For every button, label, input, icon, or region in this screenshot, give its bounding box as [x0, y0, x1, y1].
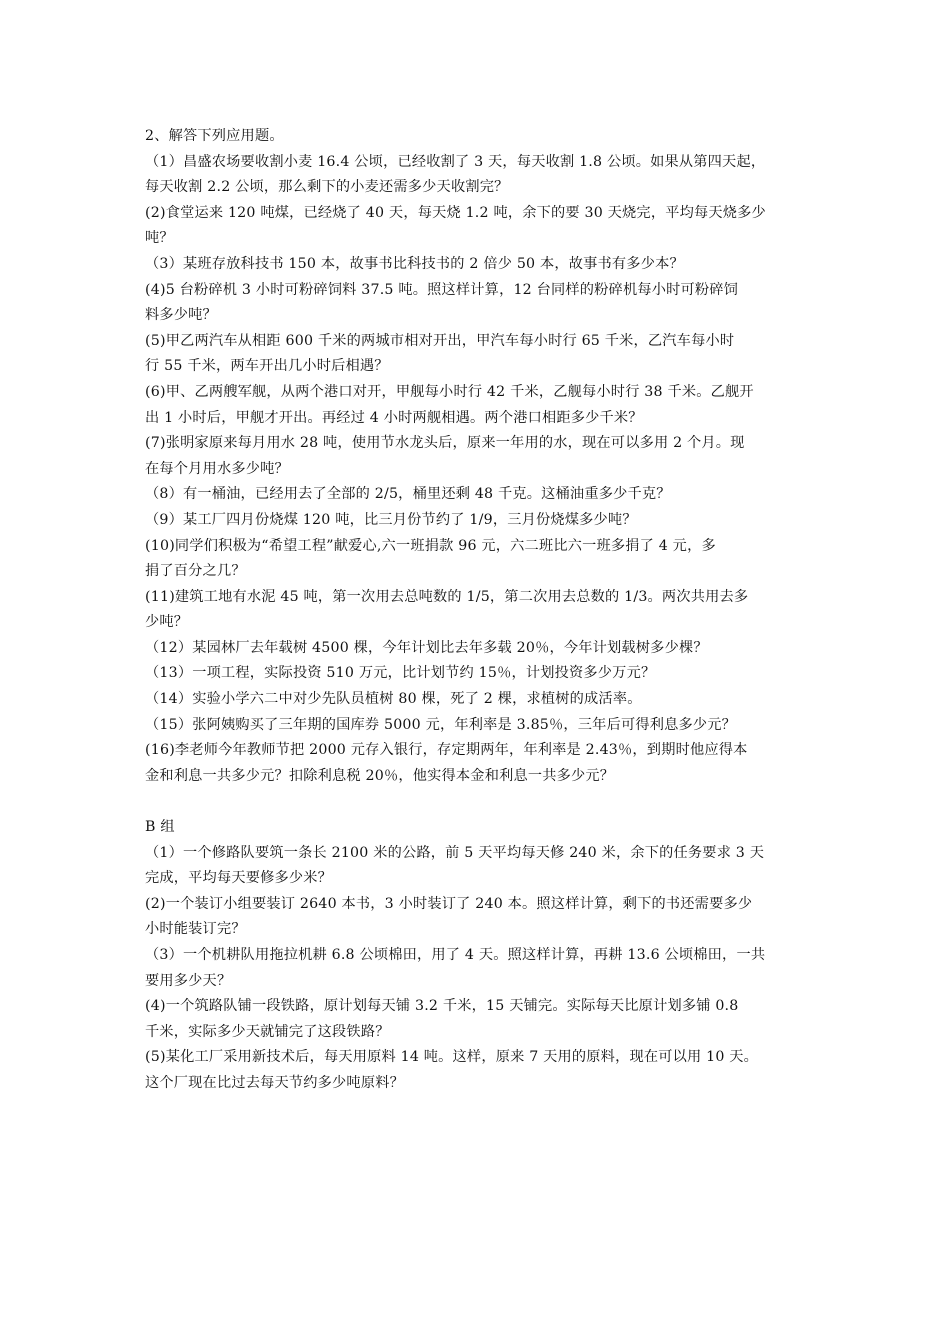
problem-b1	[145, 841, 817, 892]
problem-line: 在每个月用水多少吨？	[145, 460, 289, 477]
problem-line: 出 1 小时后，甲舰才开出。再经过 4 小时两舰相遇。两个港口相距多少千米？	[145, 409, 643, 426]
problem-a3	[145, 252, 817, 278]
problem-a7	[145, 431, 817, 482]
problem-line: (6)甲、乙两艘军舰，从两个港口对开，甲舰每小时行 42 千米，乙舰每小时行 38 千米。乙舰开	[145, 383, 754, 400]
problem-a8	[145, 482, 817, 508]
problem-a13	[145, 661, 817, 687]
document-page	[145, 124, 817, 1097]
section-b-heading: B 组	[145, 819, 175, 836]
problem-line: (4)5 台粉碎机 3 小时可粉碎饲料 37.5 吨。照这样计算，12 台同样的粉碎机每小时可粉碎饲	[145, 281, 739, 298]
problem-line: (2)食堂运来 120 吨煤，已经烧了 40 天，每天烧 1.2 吨，余下的要 30 天烧完，平均每天烧多少	[145, 204, 766, 221]
problem-line: （9）某工厂四月份烧煤 120 吨，比三月份节约了 1/9，三月份烧煤多少吨？	[145, 511, 637, 528]
problem-line: 行 55 千米，两车开出几小时后相遇？	[145, 358, 389, 375]
problem-a16	[145, 738, 817, 789]
problem-a2	[145, 201, 817, 252]
problem-a1	[145, 150, 817, 201]
problem-line: (2)一个装订小组要装订 2640 本书，3 小时装订了 240 本。照这样计算，剩下的书还需要多少	[145, 895, 753, 912]
problem-line: (5)某化工厂采用新技术后，每天用原料 14 吨。这样，原来 7 天用的原料，现在可以用 10 天。	[145, 1049, 759, 1066]
problem-line: 这个厂现在比过去每天节约多少吨原料？	[145, 1074, 404, 1091]
problem-line: （3）一个机耕队用拖拉机耕 6.8 公顷棉田，用了 4 天。照这样计算，再耕 13.6 公顷棉田，一共	[145, 947, 766, 963]
problem-line: （13）一项工程，实际投资 510 万元，比计划节约 15％，计划投资多少万元？	[145, 665, 656, 682]
problem-a12	[145, 636, 817, 662]
problem-line: （1）昌盛农场要收割小麦 16.4 公顷，已经收割了 3 天，每天收割 1.8 公顷。如果从第四天起，	[145, 153, 766, 170]
problem-a11	[145, 585, 817, 636]
problem-line: （1）一个修路队要筑一条长 2100 米的公路，前 5 天平均每天修 240 米，余下的任务要求 3 天	[145, 844, 765, 861]
problem-line: 小时能装订完？	[145, 921, 246, 938]
problem-b3	[145, 943, 817, 994]
problem-line: 料多少吨？	[145, 307, 217, 324]
problem-line: 吨？	[145, 230, 174, 247]
problem-line: （15）张阿姨购买了三年期的国库券 5000 元，年利率是 3.85％，三年后可得利息多少元？	[145, 716, 737, 733]
problem-line: (7)张明家原来每月用水 28 吨，使用节水龙头后，原来一年用的水，现在可以多用 2 个月。现	[145, 435, 745, 452]
problem-a15	[145, 713, 817, 739]
problem-line: 少吨？	[145, 614, 189, 631]
problem-line: （3）某班存放科技书 150 本，故事书比科技书的 2 倍少 50 本，故事书有多少本？	[145, 255, 684, 272]
problem-a10	[145, 534, 817, 585]
problem-line: 金和利息一共多少元？扣除利息税 20％，他实得本金和利息一共多少元？	[145, 767, 615, 784]
problem-b4	[145, 994, 817, 1045]
problem-line: 捐了百分之几？	[145, 563, 246, 580]
problem-line: (11)建筑工地有水泥 45 吨，第一次用去总吨数的 1/5，第二次用去总数的 1/3。两次共用去多	[145, 588, 749, 605]
problem-line: (16)李老师今年教师节把 2000 元存入银行，存定期两年，年利率是 2.43％，到期时他应得本	[145, 742, 748, 759]
problem-a6	[145, 380, 817, 431]
problem-line: （14）实验小学六二中对少先队员植树 80 棵，死了 2 棵，求植树的成活率。	[145, 691, 642, 708]
problem-line: 每天收割 2.2 公顷，那么剩下的小麦还需多少天收割完？	[145, 179, 509, 196]
section-a-heading: 2、解答下列应用题。	[145, 128, 284, 144]
problem-line: 千米，实际多少天就铺完了这段铁路？	[145, 1023, 390, 1040]
problem-b5	[145, 1045, 817, 1096]
problem-a5	[145, 329, 817, 380]
problem-line: (5)甲乙两汽车从相距 600 千米的两城市相对开出，甲汽车每小时行 65 千米，乙汽车每小时	[145, 332, 735, 349]
problem-line: (10)同学们积极为“希望工程”献爱心,六一班捐款 96 元，六二班比六一班多捐了 4 元，多	[145, 537, 716, 554]
problem-line: 要用多少天？	[145, 972, 232, 989]
problem-b2	[145, 892, 817, 943]
problem-line: （8）有一桶油，已经用去了全部的 2/5，桶里还剩 48 千克。这桶油重多少千克？	[145, 486, 671, 503]
problem-a14	[145, 687, 817, 713]
problem-line: （12）某园林厂去年载树 4500 棵，今年计划比去年多载 20％，今年计划载树多少棵？	[145, 639, 708, 656]
problem-a9	[145, 508, 817, 534]
problem-line: (4)一个筑路队铺一段铁路，原计划每天铺 3.2 千米，15 天铺完。实际每天比原计划多铺 0.8	[145, 998, 739, 1015]
problem-a4	[145, 278, 817, 329]
section-spacer	[145, 789, 817, 815]
problem-line: 完成，平均每天要修多少米？	[145, 870, 333, 887]
